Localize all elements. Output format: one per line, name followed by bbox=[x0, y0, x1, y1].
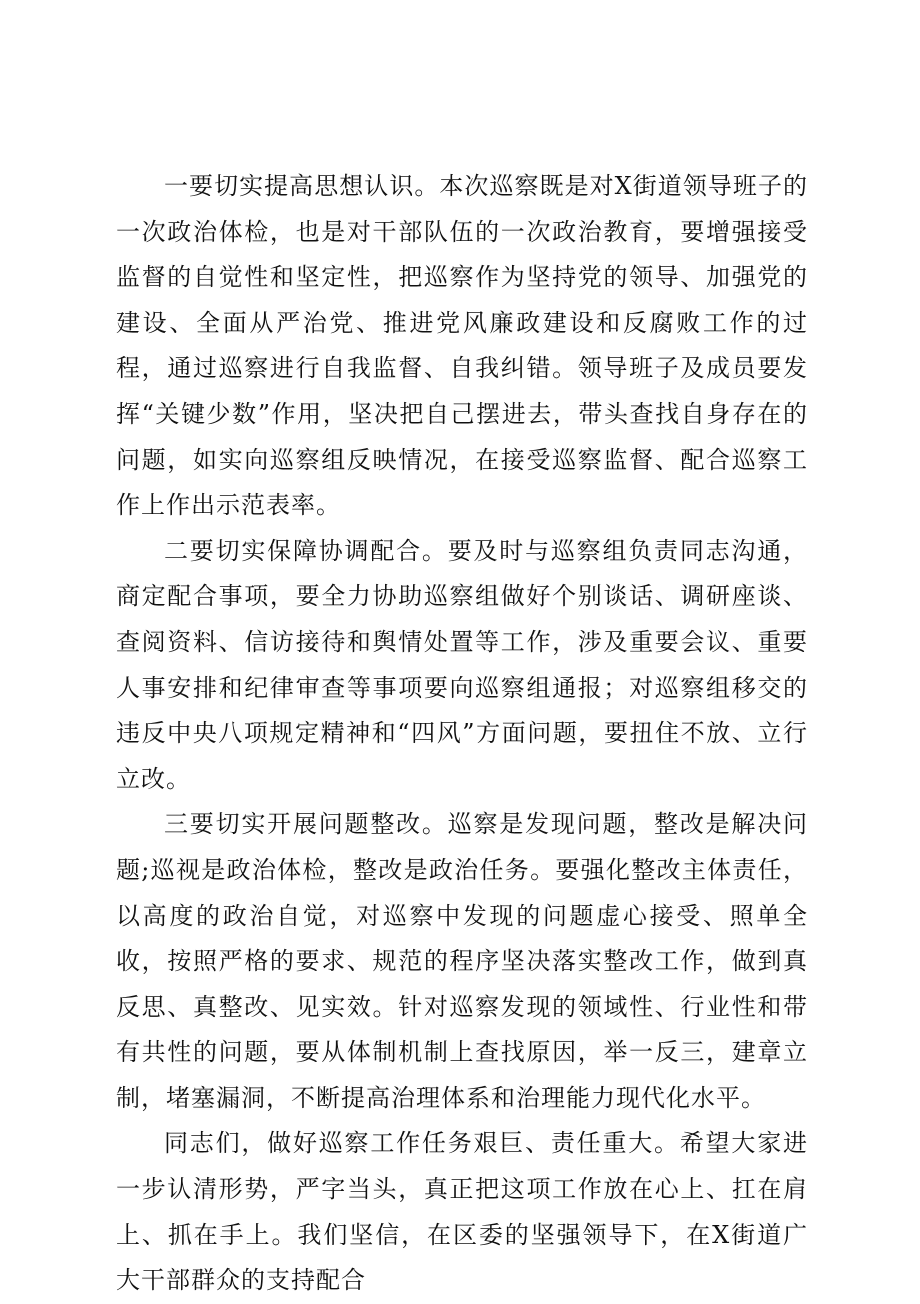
paragraph-4: 同志们，做好巡察工作任务艰巨、责任重大。希望大家进一步认清形势，严字当头，真正把这项工作放在心上、扛在肩上、抓在手上。我们坚信，在区委的坚强领导下，在X街道广大干部群众的支持配合 bbox=[116, 1129, 808, 1295]
paragraph-2: 二要切实保障协调配合。要及时与巡察组负责同志沟通，商定配合事项，要全力协助巡察组做好个别谈话、调研座谈、查阅资料、信访接待和舆情处置等工作，涉及重要会议、重要人事安排和纪律审查等事项要向巡察组通报；对巡察组移交的违反中央八项规定精神和“四风”方面问题，要扭住不放、立行立改。 bbox=[116, 536, 808, 793]
paragraph-1: 一要切实提高思想认识。本次巡察既是对X街道领导班子的一次政治体检，也是对干部队伍的一次政治教育，要增强接受监督的自觉性和坚定性，把巡察作为坚持党的领导、加强党的建设、全面从严治党、推进党风廉政建设和反腐败工作的过程，通过巡察进行自我监督、自我纠错。领导班子及成员要发挥“关键少数”作用，坚决把自己摆进去，带头查找自身存在的问题，如实向巡察组反映情况，在接受巡察监督、配合巡察工作上作出示范表率。 bbox=[116, 172, 808, 520]
paragraph-3: 三要切实开展问题整改。巡察是发现问题，整改是解决问题;巡视是政治体检，整改是政治任务。要强化整改主体责任，以高度的政治自觉，对巡察中发现的问题虚心接受、照单全收，按照严格的要求、规范的程序坚决落实整改工作，做到真反思、真整改、见实效。针对巡察发现的领域性、行业性和带有共性的问题，要从体制机制上查找原因，举一反三，建章立制，堵塞漏洞，不断提高治理体系和治理能力现代化水平。 bbox=[116, 810, 808, 1112]
document-body bbox=[116, 164, 808, 1304]
